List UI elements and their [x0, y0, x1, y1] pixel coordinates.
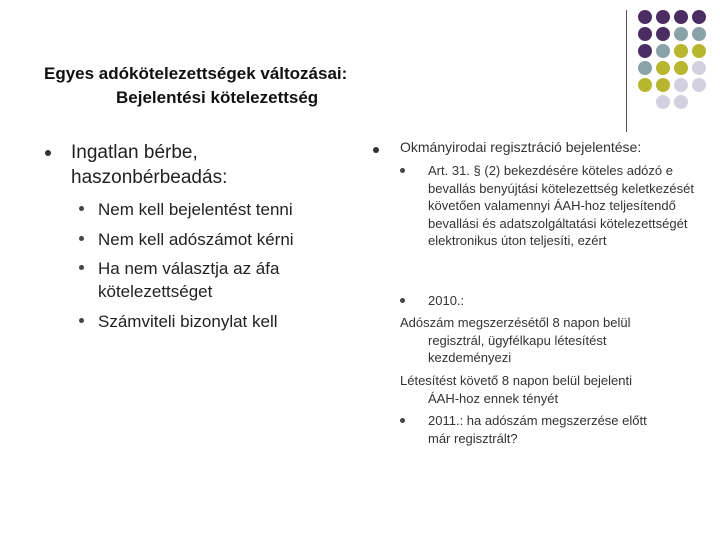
bullet-icon — [400, 168, 405, 173]
decor-dot — [674, 95, 688, 109]
left-sub-item-2: Nem kell adószámot kérni — [98, 230, 294, 249]
title-line-2: Bejelentési kötelezettség — [116, 88, 319, 107]
decor-dot — [674, 61, 688, 75]
decor-dot — [656, 95, 670, 109]
bullet-icon — [79, 265, 84, 270]
right-paragraph-2-line1: Létesítést követő 8 napon belül bejelenti — [400, 373, 633, 388]
decor-dot — [656, 61, 670, 75]
decor-dot — [638, 27, 652, 41]
decor-dot — [692, 78, 706, 92]
decor-dot — [674, 78, 688, 92]
right-sub-item-2: 2010.: — [428, 293, 465, 308]
decor-dot — [638, 44, 652, 58]
decor-divider — [626, 10, 627, 132]
decor-dot — [656, 44, 670, 58]
decor-dot — [674, 44, 688, 58]
decor-dot — [674, 27, 688, 41]
decor-dot — [656, 78, 670, 92]
right-paragraph-1-line1: Adószám megszerzésétől 8 napon belül — [400, 315, 631, 330]
right-paragraph-1-rest: regisztrál, ügyfélkapu létesítést kezdeményezi — [428, 332, 607, 365]
bullet-icon — [79, 318, 84, 323]
right-sub-item-3: 2011.: ha adószám megszerzése előtt már regisztrált? — [428, 413, 647, 446]
decor-dot — [656, 10, 670, 24]
bullet-icon — [79, 206, 84, 211]
decor-dot — [674, 10, 688, 24]
left-sub-item-1: Nem kell bejelentést tenni — [98, 200, 293, 219]
title-line-1: Egyes adókötelezettségek változásai: — [44, 64, 348, 83]
left-sub-item-3: Ha nem választja az áfa kötelezettséget — [98, 259, 280, 301]
bullet-icon — [400, 418, 405, 423]
right-main-bullet: Okmányirodai regisztráció bejelentése: — [400, 139, 642, 155]
left-main-bullet: Ingatlan bérbe, haszonbérbeadás: — [71, 142, 228, 188]
right-sub-item-1: Art. 31. § (2) bekezdésére köteles adózó e bevallás benyújtási kötelezettség keletkezését követően valamennyi ÁAH-hoz teljesítendő bevallási és adatszolgáltatási kötelezettségét elektronikus úton teljesíti, ezért — [428, 163, 694, 248]
decor-dot-grid — [638, 10, 706, 109]
right-paragraph-2-rest: ÁAH-hoz ennek tényét — [428, 390, 559, 406]
bullet-icon — [400, 298, 405, 303]
right-paragraph-1 — [400, 314, 700, 367]
decor-dot — [692, 10, 706, 24]
bullet-icon — [45, 150, 51, 156]
decor-dot — [638, 10, 652, 24]
decor-dot — [638, 61, 652, 75]
decor-dot — [656, 27, 670, 41]
decor-dot — [638, 78, 652, 92]
slide-title — [44, 62, 347, 110]
decor-dot — [692, 27, 706, 41]
bullet-icon — [373, 147, 379, 153]
decor-dot — [638, 95, 652, 109]
decor-dot — [692, 61, 706, 75]
left-sub-item-4: Számviteli bizonylat kell — [98, 312, 278, 331]
bullet-icon — [79, 236, 84, 241]
decor-dot — [692, 95, 706, 109]
right-paragraph-2 — [400, 372, 700, 407]
decor-dot — [692, 44, 706, 58]
